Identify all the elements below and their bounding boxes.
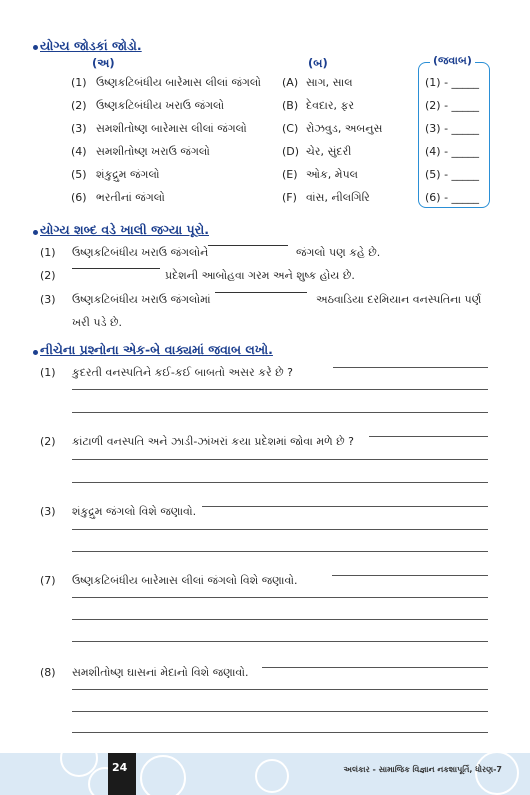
question-text: સમશીતોષ્ણ ઘાસનાં મેદાનો વિશે જણાવો. — [72, 666, 249, 679]
section-title-match: યોગ્ય જોડકાં જોડો. — [40, 38, 142, 53]
answer-line[interactable] — [72, 412, 488, 413]
column-b-letter: (F) — [282, 191, 297, 204]
question-number: (1) — [40, 366, 56, 379]
answer-line[interactable] — [72, 597, 488, 598]
page-number-tab — [108, 753, 136, 795]
question-number: (8) — [40, 666, 56, 679]
column-b-item: વાંસ, નીલગિરિ — [306, 191, 370, 204]
answer-line[interactable] — [72, 689, 488, 690]
question-text: ઉષ્ણકટિબંધીય બારેમાસ લીલાં જંગલો વિશે જણાવો. — [72, 574, 298, 587]
fill-number: (3) — [40, 293, 56, 306]
column-a-heading: (અ) — [92, 56, 115, 70]
answer-line[interactable] — [72, 529, 488, 530]
row-number: (1) — [71, 76, 87, 89]
section-bullet — [33, 230, 38, 235]
column-b-letter: (C) — [282, 122, 299, 135]
answer-line[interactable] — [332, 575, 488, 576]
question-number: (2) — [40, 435, 56, 448]
question-text: કુદરતી વનસ્પતિને કઈ-કઈ બાબતો અસર કરે છે ? — [72, 366, 294, 379]
question-text: કાંટાળી વનસ્પતિ અને ઝાડી-ઝાંખરાં કયા પ્રદેશમાં જોવા મળે છે ? — [72, 435, 355, 448]
answer-line[interactable] — [202, 506, 488, 507]
fill-text: અઠવાડિયા દરમિયાન વનસ્પતિના પર્ણ — [316, 293, 482, 306]
page-footer — [0, 745, 530, 795]
column-b-letter: (B) — [282, 99, 299, 112]
section-title-fill: યોગ્ય શબ્દ વડે ખાલી જગ્યા પૂરો. — [40, 222, 209, 237]
fill-blank[interactable] — [208, 245, 288, 246]
column-a-item: સમશીતોષ્ણ બારેમાસ લીલાં જંગલો — [96, 122, 247, 135]
decorative-circle — [255, 759, 289, 793]
answer-blank[interactable]: (2) - _____ — [425, 99, 480, 112]
question-text: શંકુદ્રુમ જંગલો વિશે જણાવો. — [72, 505, 197, 518]
column-a-item: શંકુદ્રુમ જંગલો — [96, 168, 160, 181]
section-bullet — [33, 45, 38, 50]
column-a-item: ભરતીનાં જંગલો — [96, 191, 165, 204]
column-b-item: દેવદાર, ફર — [306, 99, 355, 112]
row-number: (2) — [71, 99, 87, 112]
fill-text: પ્રદેશની આબોહવા ગરમ અને શુષ્ક હોય છે. — [165, 269, 355, 282]
column-b-item: સાગ, સાલ — [306, 76, 353, 89]
question-number: (3) — [40, 505, 56, 518]
column-a-item: ઉષ્ણકટિબંધીય ખરાઉ જંગલો — [96, 99, 225, 112]
row-number: (5) — [71, 168, 87, 181]
answer-line[interactable] — [72, 482, 488, 483]
footer-book-title: અલંકાર - સામાજિક વિજ્ઞાન નકશાપૂર્તિ, ધોરણ-7 — [343, 765, 502, 774]
row-number: (6) — [71, 191, 87, 204]
answer-line[interactable] — [72, 711, 488, 712]
section-title-short-answer: નીચેના પ્રશ્નોના એક-બે વાક્યમાં જવાબ લખો. — [40, 342, 273, 357]
row-number: (3) — [71, 122, 87, 135]
column-b-item: રોઝવુડ, અબનુસ — [306, 122, 383, 135]
answer-line[interactable] — [72, 641, 488, 642]
fill-blank[interactable] — [215, 292, 307, 293]
column-b-letter: (D) — [282, 145, 300, 158]
column-a-item: ઉષ્ણકટિબંધીય બારેમાસ લીલાં જંગલો — [96, 76, 261, 89]
answer-line[interactable] — [72, 619, 488, 620]
row-number: (4) — [71, 145, 87, 158]
answer-blank[interactable]: (6) - _____ — [425, 191, 480, 204]
column-b-letter: (A) — [282, 76, 299, 89]
fill-blank[interactable] — [72, 268, 160, 269]
answer-line[interactable] — [72, 732, 488, 733]
column-b-item: ઓક, મેપલ — [306, 168, 358, 181]
fill-text: જંગલો પણ કહે છે. — [296, 246, 381, 259]
answer-blank[interactable]: (5) - _____ — [425, 168, 480, 181]
answer-blank[interactable]: (4) - _____ — [425, 145, 480, 158]
fill-text: ઉષ્ણકટિબંધીય ખરાઉ જંગલોને — [72, 246, 209, 259]
column-b-heading: (બ) — [308, 56, 328, 70]
answer-line[interactable] — [333, 367, 488, 368]
fill-number: (1) — [40, 246, 56, 259]
answer-blank[interactable]: (1) - _____ — [425, 76, 480, 89]
fill-text: ઉષ્ણકટિબંધીય ખરાઉ જંગલોમાં — [72, 293, 211, 306]
column-a-item: સમશીતોષ્ણ ખરાઉ જંગલો — [96, 145, 210, 158]
question-number: (7) — [40, 574, 56, 587]
answer-line[interactable] — [369, 436, 488, 437]
answer-line[interactable] — [72, 459, 488, 460]
answer-line[interactable] — [72, 551, 488, 552]
decorative-circle — [140, 755, 186, 795]
answer-line[interactable] — [262, 667, 488, 668]
answer-line[interactable] — [72, 389, 488, 390]
column-b-item: ચેર, સુંદરી — [306, 145, 352, 158]
fill-text: ખરી પડે છે. — [72, 316, 123, 329]
fill-number: (2) — [40, 269, 56, 282]
page-number: 24 — [112, 761, 128, 774]
section-bullet — [33, 350, 38, 355]
column-b-letter: (E) — [282, 168, 298, 181]
answer-column-heading: (જવાબ) — [430, 54, 475, 68]
answer-blank[interactable]: (3) - _____ — [425, 122, 480, 135]
